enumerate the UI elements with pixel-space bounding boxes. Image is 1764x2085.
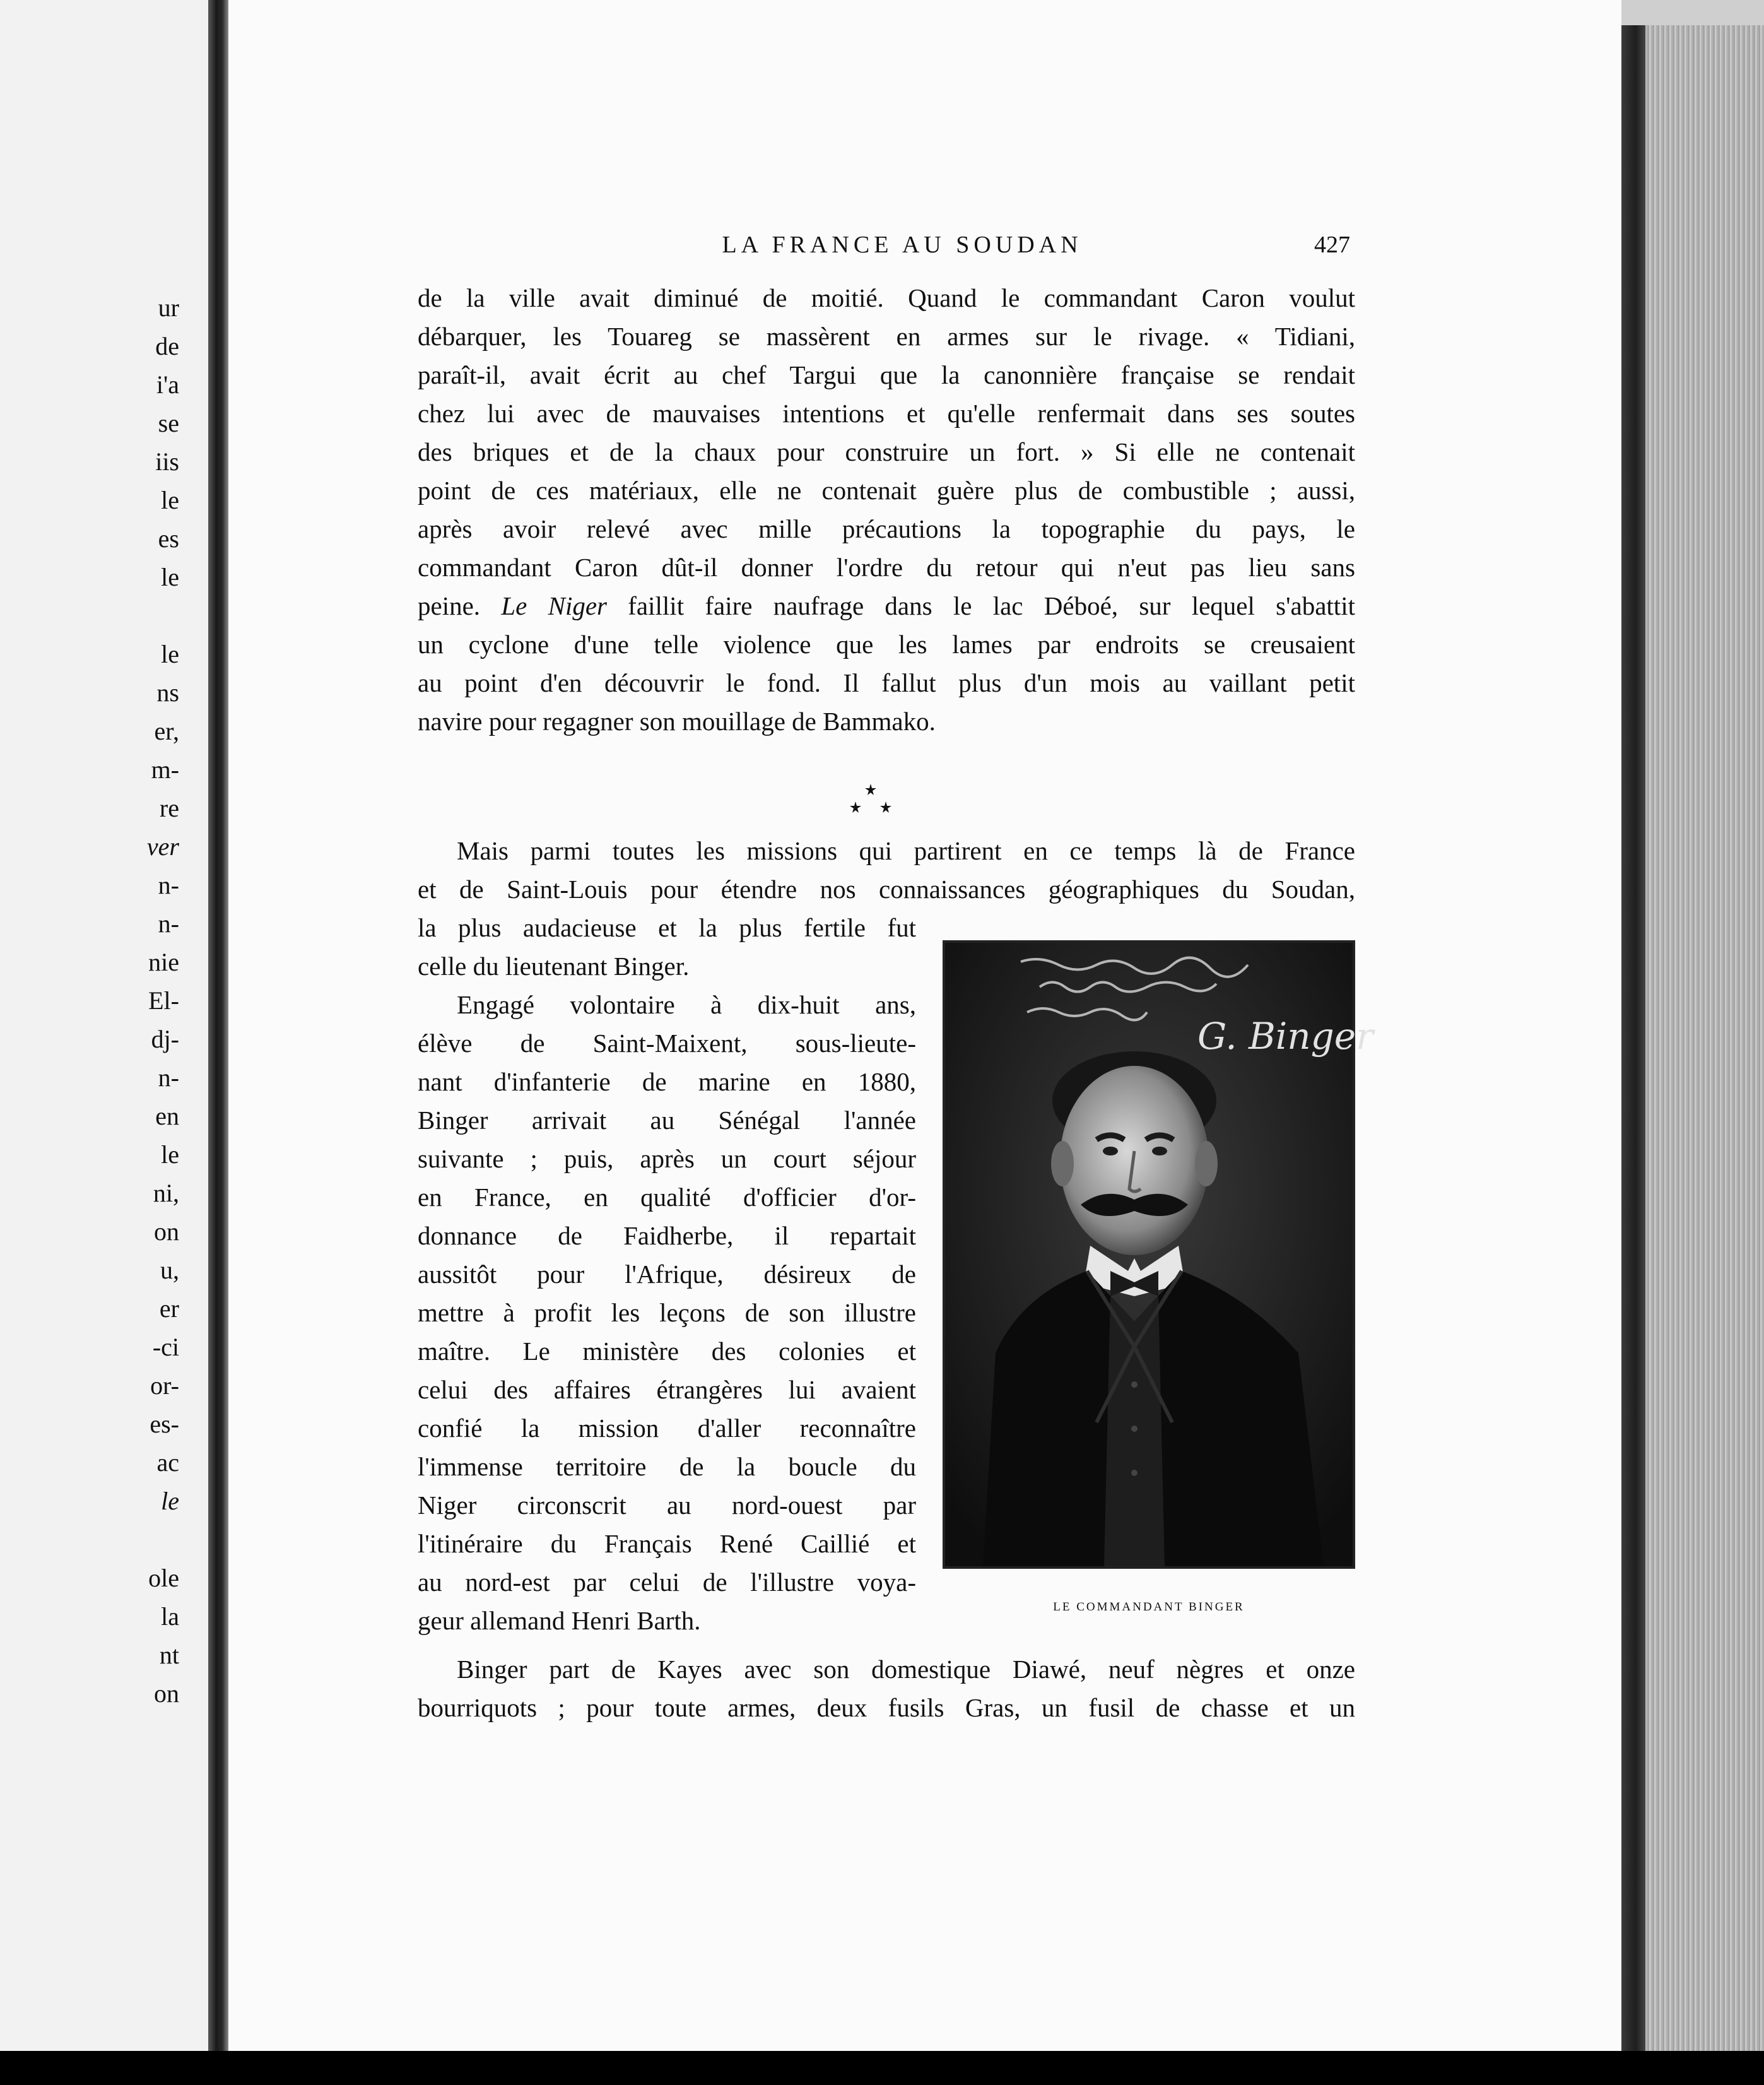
figure-caption: LE COMMANDANT BINGER bbox=[1053, 1600, 1245, 1614]
text-line: un cyclone d'une telle violence que les lames par endroits se creusaient bbox=[418, 630, 1355, 659]
text-line: Binger part de Kayes avec son domestique Diawé, neuf nègres et onze bbox=[457, 1655, 1355, 1684]
text-line: Binger arrivait au Sénégal l'année bbox=[418, 1106, 916, 1135]
text-line: après avoir relevé avec mille précautions la topographie du pays, le bbox=[418, 514, 1355, 543]
left-page-text-fragment: dj- bbox=[151, 1025, 179, 1053]
left-page-text-fragment: re bbox=[159, 794, 179, 822]
text-line: et de Saint-Louis pour étendre nos connaissances géographiques du Soudan, bbox=[418, 875, 1355, 904]
text-line: des briques et de la chaux pour construire un fort. » Si elle ne contenait bbox=[418, 437, 1355, 466]
ship-name: Le Niger bbox=[501, 591, 607, 620]
left-page-text-fragment: le bbox=[161, 1140, 179, 1169]
left-page-text-fragment: ni, bbox=[153, 1179, 179, 1207]
text-line: point de ces matériaux, elle ne contenait guère plus de combustible ; aussi, bbox=[418, 476, 1355, 505]
left-page-text-fragment: se bbox=[158, 409, 179, 437]
signature: G. Binger bbox=[1197, 1015, 1373, 1058]
portrait-photo bbox=[943, 940, 1373, 1569]
left-page-text-fragment: n- bbox=[158, 1063, 179, 1092]
text-line: Engagé volontaire à dix-huit ans, bbox=[457, 990, 916, 1019]
left-page-text-fragment: -ci bbox=[152, 1333, 179, 1361]
left-page-text-fragment: le bbox=[161, 640, 179, 668]
left-page-text-fragment: n- bbox=[158, 909, 179, 938]
text-line: de la ville avait diminué de moitié. Quand le commandant Caron voulut bbox=[418, 283, 1355, 312]
text-line: débarquer, les Touareg se massèrent en armes sur le rivage. « Tidiani, bbox=[418, 322, 1355, 351]
text-line: maître. Le ministère des colonies et bbox=[418, 1337, 916, 1366]
scan-border bbox=[0, 2051, 1764, 2085]
text-line: l'itinéraire du Français René Caillié et bbox=[418, 1529, 916, 1558]
left-page-text-fragment: er bbox=[159, 1294, 179, 1323]
running-head: LA FRANCE AU SOUDAN bbox=[722, 232, 1083, 258]
text-line: au point d'en découvrir le fond. Il fallut plus d'un mois au vaillant petit bbox=[418, 668, 1355, 697]
text-line: commandant Caron dût-il donner l'ordre du retour qui n'eut pas lieu sans bbox=[418, 553, 1355, 582]
text-line: Niger circonscrit au nord-ouest par bbox=[418, 1491, 916, 1520]
text-line: mettre à profit les leçons de son illustre bbox=[418, 1298, 916, 1327]
text-line: nant d'infanterie de marine en 1880, bbox=[418, 1067, 916, 1096]
text-line: élève de Saint-Maixent, sous-lieute- bbox=[418, 1029, 916, 1058]
text-run: faillit faire naufrage dans le lac Déboé, sur lequel s'abattit bbox=[607, 591, 1355, 620]
left-page-text-fragment: en bbox=[155, 1102, 179, 1130]
left-page-text-fragment: on bbox=[154, 1217, 179, 1246]
portrait-image bbox=[945, 943, 1373, 1566]
left-page-text-fragment: le bbox=[161, 563, 179, 591]
left-page-text-fragment: ver bbox=[146, 832, 179, 861]
asterism-star bbox=[865, 784, 876, 795]
left-page-text-fragment: i'a bbox=[156, 370, 179, 399]
left-page-text-fragment: ur bbox=[158, 293, 179, 322]
text-run: peine. bbox=[418, 591, 502, 620]
page-number: 427 bbox=[1314, 232, 1350, 258]
text-line: au nord-est par celui de l'illustre voya- bbox=[418, 1568, 916, 1597]
left-page-text-fragment: or- bbox=[150, 1371, 179, 1400]
asterism-ornament bbox=[845, 781, 896, 819]
left-page-text-fragment: nie bbox=[148, 948, 179, 976]
text-line: geur allemand Henri Barth. bbox=[418, 1606, 701, 1635]
asterism-star bbox=[880, 801, 891, 813]
text-line: donnance de Faidherbe, il repartait bbox=[418, 1221, 916, 1250]
left-page-text-fragment: m- bbox=[151, 755, 179, 784]
text-line: aussitôt pour l'Afrique, désireux de bbox=[418, 1260, 916, 1289]
left-page-text-fragment: de bbox=[155, 332, 179, 360]
text-line: l'immense territoire de la boucle du bbox=[418, 1452, 916, 1481]
text-line: celle du lieutenant Binger. bbox=[418, 952, 690, 981]
text-line: paraît-il, avait écrit au chef Targui que la canonnière française se rendait bbox=[418, 360, 1355, 389]
left-page bbox=[0, 0, 208, 2051]
left-page-text-fragment: es- bbox=[150, 1410, 179, 1438]
text-line: celui des affaires étrangères lui avaient bbox=[418, 1375, 916, 1404]
left-page-text-fragment: ac bbox=[156, 1448, 179, 1477]
left-page-text-fragment: es bbox=[158, 524, 179, 553]
left-page-text-fragment: le bbox=[161, 1487, 179, 1515]
left-page-text-fragment: ole bbox=[148, 1564, 179, 1592]
page-edge-shadow bbox=[1621, 0, 1645, 2051]
text-line: navire pour regagner son mouillage de Bammako. bbox=[418, 707, 936, 736]
book-gutter bbox=[208, 0, 228, 2051]
left-page-text-fragment: le bbox=[161, 486, 179, 514]
text-line: suivante ; puis, après un court séjour bbox=[418, 1144, 916, 1173]
text-line: en France, en qualité d'officier d'or- bbox=[418, 1183, 916, 1212]
left-page-text-fragment: ns bbox=[156, 678, 179, 707]
text-line bbox=[418, 592, 1355, 620]
left-page-text-fragment: er, bbox=[154, 717, 179, 745]
page-edge-top bbox=[1621, 0, 1764, 25]
asterism-star bbox=[850, 801, 861, 813]
left-page-text-fragment: n- bbox=[158, 871, 179, 899]
text-line: chez lui avec de mauvaises intentions et qu'elle renfermait dans ses soutes bbox=[418, 399, 1355, 428]
text-line: confié la mission d'aller reconnaître bbox=[418, 1414, 916, 1443]
left-page-text-fragment: iis bbox=[155, 447, 179, 476]
left-page-text-fragment: on bbox=[154, 1679, 179, 1708]
text-line: Mais parmi toutes les missions qui partirent en ce temps là de France bbox=[457, 836, 1355, 865]
left-page-text-fragment: u, bbox=[160, 1256, 179, 1284]
text-line: la plus audacieuse et la plus fertile fut bbox=[418, 913, 916, 942]
page-edges bbox=[1621, 0, 1764, 2051]
text-line: bourriquots ; pour toute armes, deux fusils Gras, un fusil de chasse et un bbox=[418, 1693, 1355, 1722]
left-page-text-fragment: El- bbox=[148, 986, 179, 1015]
left-page-text-fragment: nt bbox=[159, 1641, 179, 1669]
left-page-text-fragment: la bbox=[161, 1602, 179, 1631]
